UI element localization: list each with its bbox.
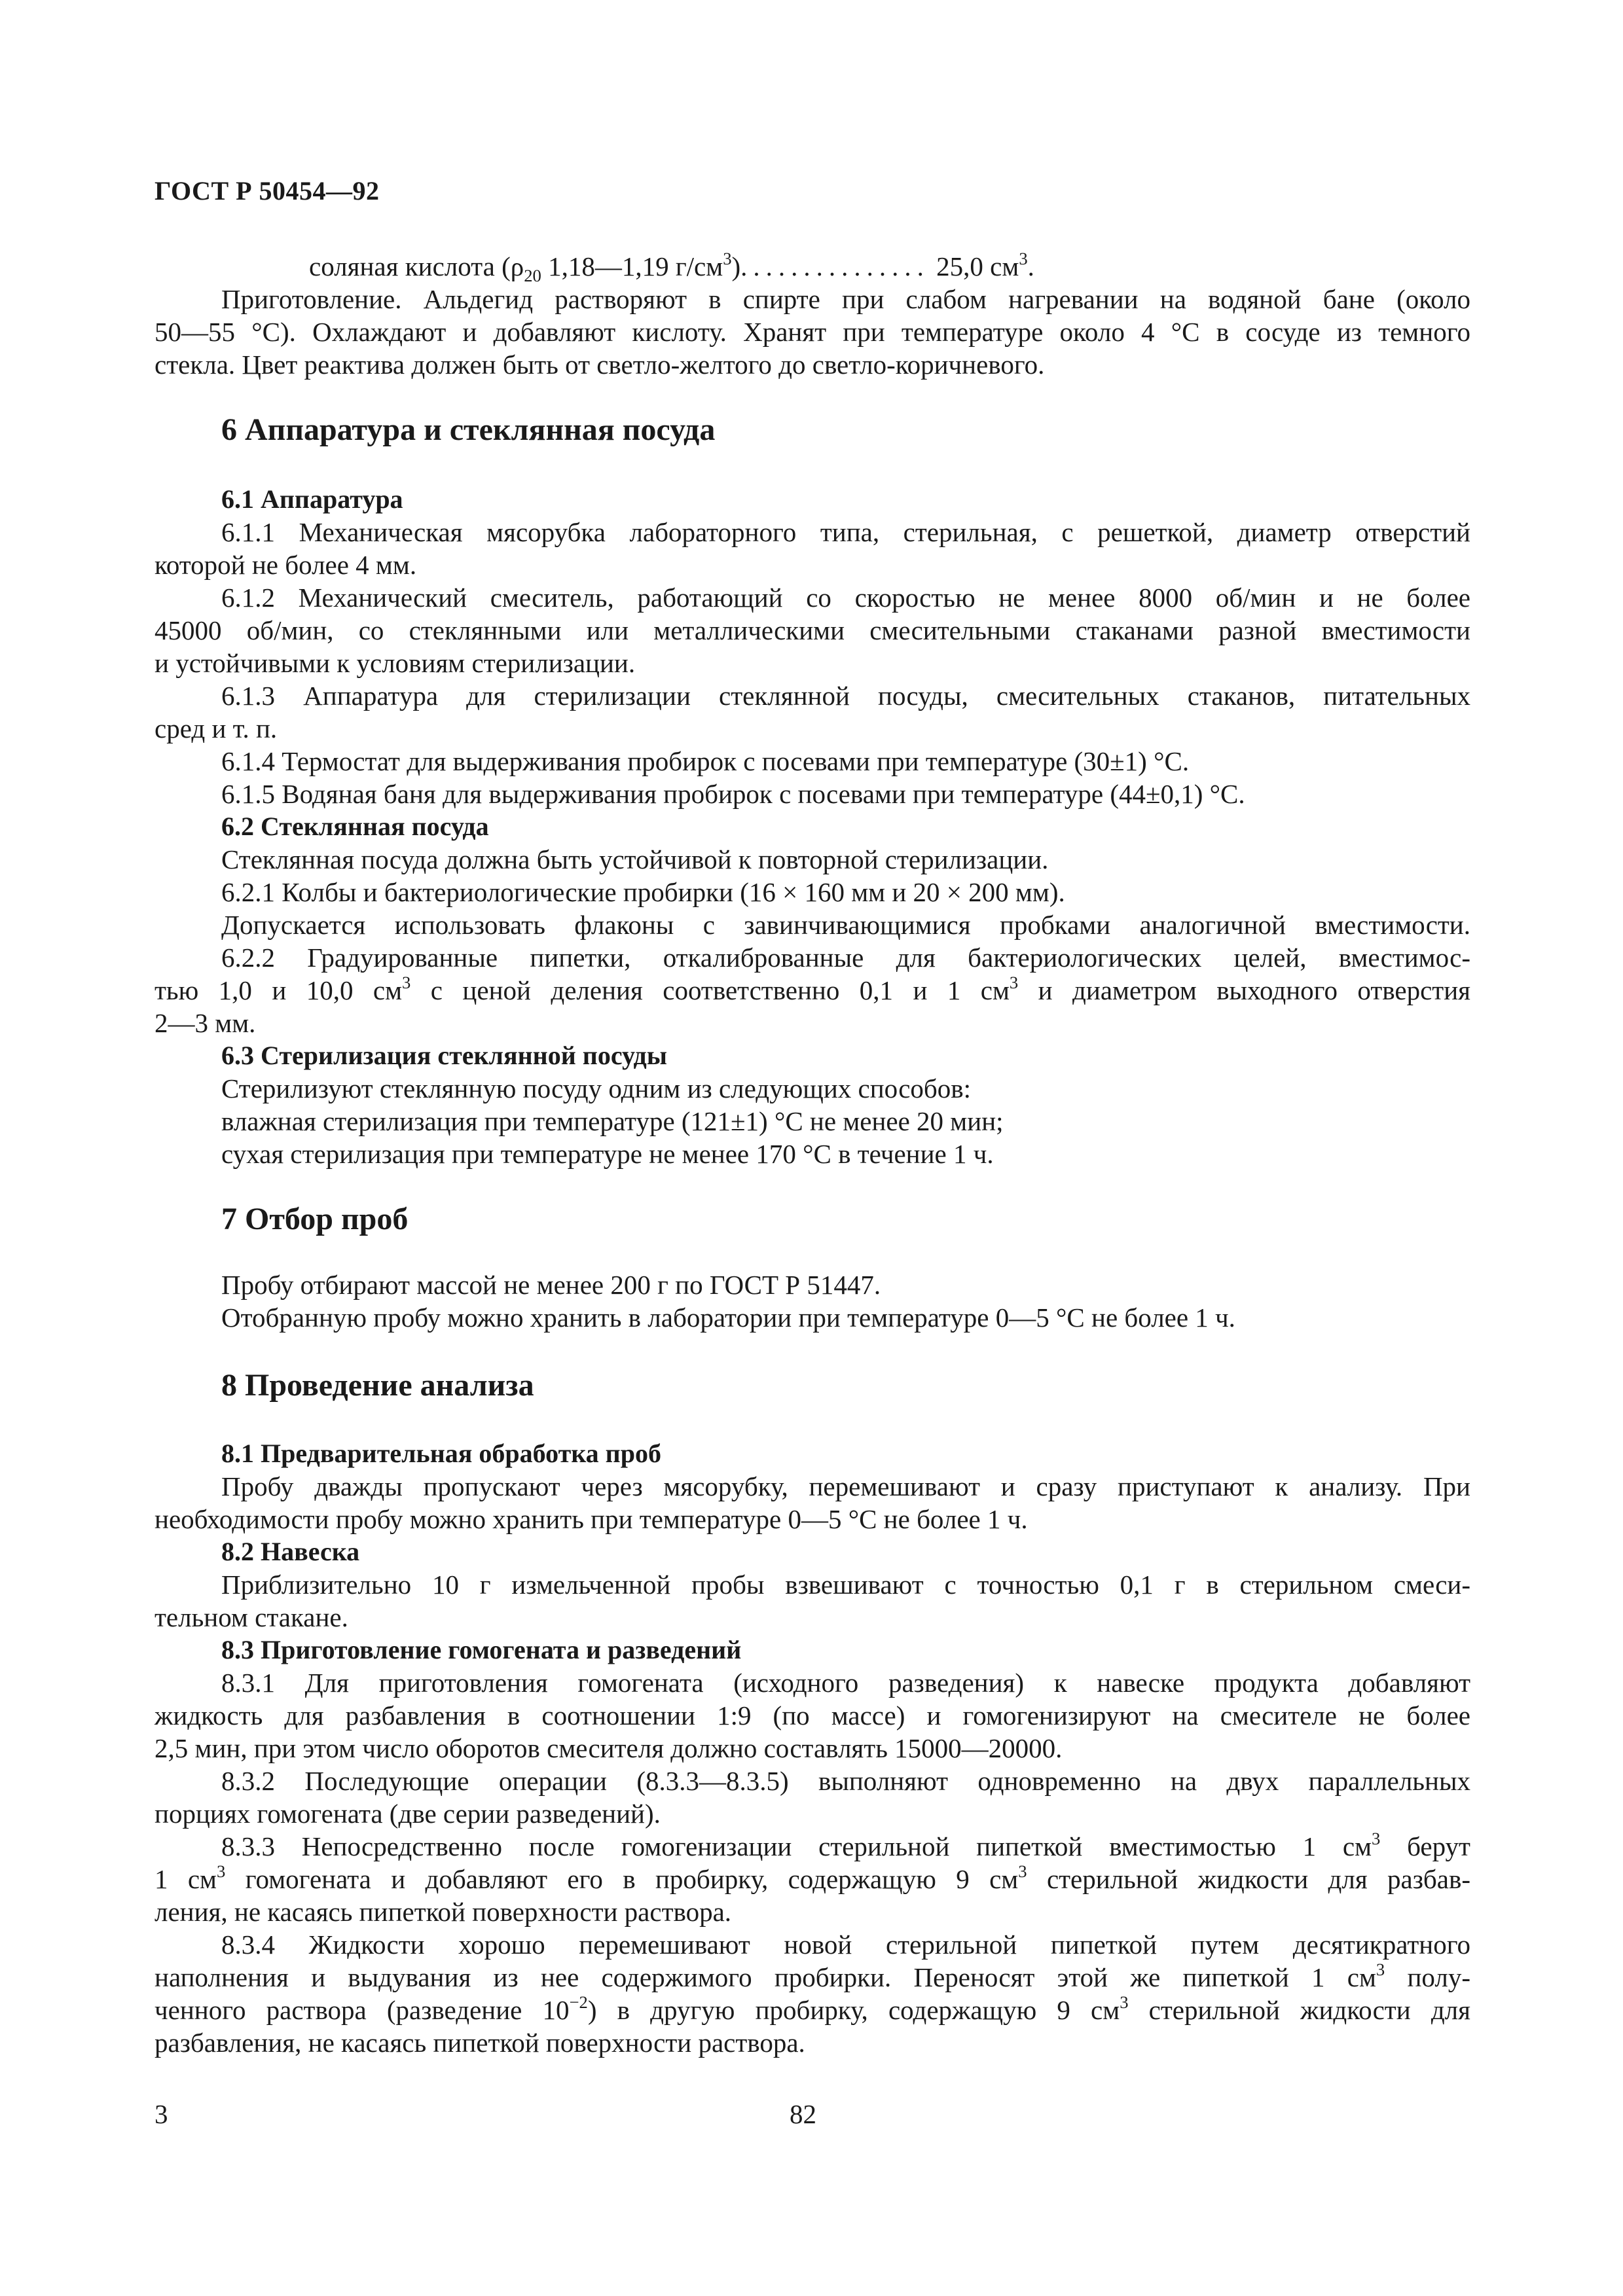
paragraph-line: 2—3 мм. — [155, 1008, 256, 1038]
paragraph-line: тью 1,0 и 10,0 $см^3$ с ценой деления соответственно 0,1 и 1 $см^3$ и диаметром выходного отверстия — [155, 972, 1470, 1005]
paragraph-line: порциях гомогената (две серии разведений). — [155, 1799, 661, 1829]
paragraph-line: Пробу отбирают массой не менее 200 г по ГОСТ Р 51447. — [221, 1270, 881, 1300]
paragraph-line: Допускается использовать флаконы с завинчивающимися пробками аналогичной вместимости. — [221, 910, 1470, 940]
paragraph-line: 8.3.3 Непосредственно после гомогенизации стерильной пипеткой вместимостью 1 $см^3$ берут — [221, 1828, 1470, 1861]
paragraph-line: 8.3.2 Последующие операции (8.3.3—8.3.5) выполняют одновременно на двух параллельных — [221, 1766, 1470, 1796]
subsection-6-3-title: 6.3 Стерилизация стеклянной посуды — [221, 1041, 667, 1070]
paragraph-line: сред и т. п. — [155, 713, 278, 744]
paragraph-line: Пробу дважды пропускают через мясорубку, перемешивают и сразу приступают к анализу. При — [221, 1471, 1470, 1501]
paragraph-line: 45000 об/мин, со стеклянными или металлическими смесительными стаканами разной вместимости — [155, 615, 1470, 645]
paragraph-line: тельном стакане. — [155, 1602, 348, 1632]
page-number-left: 3 — [155, 2099, 168, 2129]
paragraph-line: жидкость для разбавления в соотношении 1:9 (по массе) и гомогенизируют на смесителе не более — [155, 1700, 1470, 1731]
paragraph-line: Стерилизуют стеклянную посуду одним из следующих способов: — [221, 1073, 971, 1103]
paragraph-line: разбавления, не касаясь пипеткой поверхности раствора. — [155, 2028, 805, 2058]
paragraph-line: 6.1.5 Водяная баня для выдерживания пробирок с посевами при температуре (44±0,1) °С. — [221, 779, 1245, 809]
paragraph-line: Приблизительно 10 г измельченной пробы взвешивают с точностью 0,1 г в стерильном смеси- — [221, 1570, 1470, 1600]
prep-line: стекла. Цвет реактива должен быть от светло-желтого до светло-коричневого. — [155, 350, 1045, 380]
section-6-title: 6 Аппаратура и стеклянная посуда — [221, 412, 716, 447]
paragraph-line: 8.3.1 Для приготовления гомогената (исходного разведения) к навеске продукта добавляют — [221, 1668, 1470, 1698]
paragraph-line: наполнения и выдувания из нее содержимого пробирки. Переносят этой же пипеткой 1 $см^3$ полу- — [155, 1959, 1470, 1992]
subsection-6-1-title: 6.1 Аппаратура — [221, 484, 403, 514]
paragraph-line: Отобранную пробу можно хранить в лаборатории при температуре 0—5 °С не более 1 ч. — [221, 1302, 1235, 1333]
paragraph-line: влажная стерилизация при температуре (121±1) °С не менее 20 мин; — [221, 1106, 1004, 1136]
paragraph-line: которой не более 4 мм. — [155, 550, 417, 580]
paragraph-line: 6.1.4 Термостат для выдерживания пробирок с посевами при температуре (30±1) °С. — [221, 746, 1190, 776]
paragraph-line: Стеклянная посуда должна быть устойчивой к повторной стерилизации. — [221, 844, 1049, 874]
subsection-8-1-title: 8.1 Предварительная обработка проб — [221, 1439, 661, 1468]
page-number-center: 82 — [790, 2099, 816, 2129]
document-header: ГОСТ Р 50454—92 — [155, 176, 380, 206]
reagent-hcl-line: соляная кислота ($\rho_{20}$ 1,18—1,19 $г/см^3$)............... 25,0 $см^3$. — [309, 248, 1034, 286]
subsection-8-3-title: 8.3 Приготовление гомогената и разведений — [221, 1635, 742, 1664]
paragraph-line: ления, не касаясь пипеткой поверхности раствора. — [155, 1897, 732, 1927]
paragraph-line: и устойчивыми к условиям стерилизации. — [155, 648, 636, 678]
prep-line: Приготовление. Альдегид растворяют в спирте при слабом нагревании на водяной бане (около — [221, 284, 1470, 314]
paragraph-line: 6.2.1 Колбы и бактериологические пробирки (16 × 160 мм и 20 × 200 мм). — [221, 877, 1065, 907]
paragraph-line: 6.1.1 Механическая мясорубка лабораторного типа, стерильная, с решеткой, диаметр отверстий — [221, 517, 1470, 547]
section-8-title: 8 Проведение анализа — [221, 1368, 534, 1403]
subsection-8-2-title: 8.2 Навеска — [221, 1537, 360, 1566]
section-7-title: 7 Отбор проб — [221, 1202, 409, 1236]
paragraph-line: 8.3.4 Жидкости хорошо перемешивают новой стерильной пипеткой путем десятикратного — [221, 1929, 1470, 1960]
prep-line: 50—55 °С). Охлаждают и добавляют кислоту. Хранят при температуре около 4 °С в сосуде из темного — [155, 317, 1470, 347]
paragraph-line: ченного раствора (разведение $10^{-2}$) в другую пробирку, содержащую 9 $см^3$ стерильной жидкости для — [155, 1992, 1470, 2025]
paragraph-line: 2,5 мин, при этом число оборотов смесителя должно составлять 15000—20000. — [155, 1733, 1063, 1763]
paragraph-line: 6.1.2 Механический смеситель, работающий со скоростью не менее 8000 об/мин и не более — [221, 583, 1470, 613]
paragraph-line: сухая стерилизация при температуре не менее 170 °С в течение 1 ч. — [221, 1139, 994, 1169]
paragraph-line: 1 $см^3$ гомогената и добавляют его в пробирку, содержащую 9 $см^3$ стерильной жидкости для разбав- — [155, 1861, 1471, 1894]
paragraph-line: 6.2.2 Градуированные пипетки, откалиброванные для бактериологических целей, вместимос- — [221, 942, 1470, 973]
paragraph-line: необходимости пробу можно хранить при температуре 0—5 °С не более 1 ч. — [155, 1504, 1028, 1534]
subsection-6-2-title: 6.2 Стеклянная посуда — [221, 812, 489, 841]
paragraph-line: 6.1.3 Аппаратура для стерилизации стеклянной посуды, смесительных стаканов, питательных — [221, 681, 1470, 711]
